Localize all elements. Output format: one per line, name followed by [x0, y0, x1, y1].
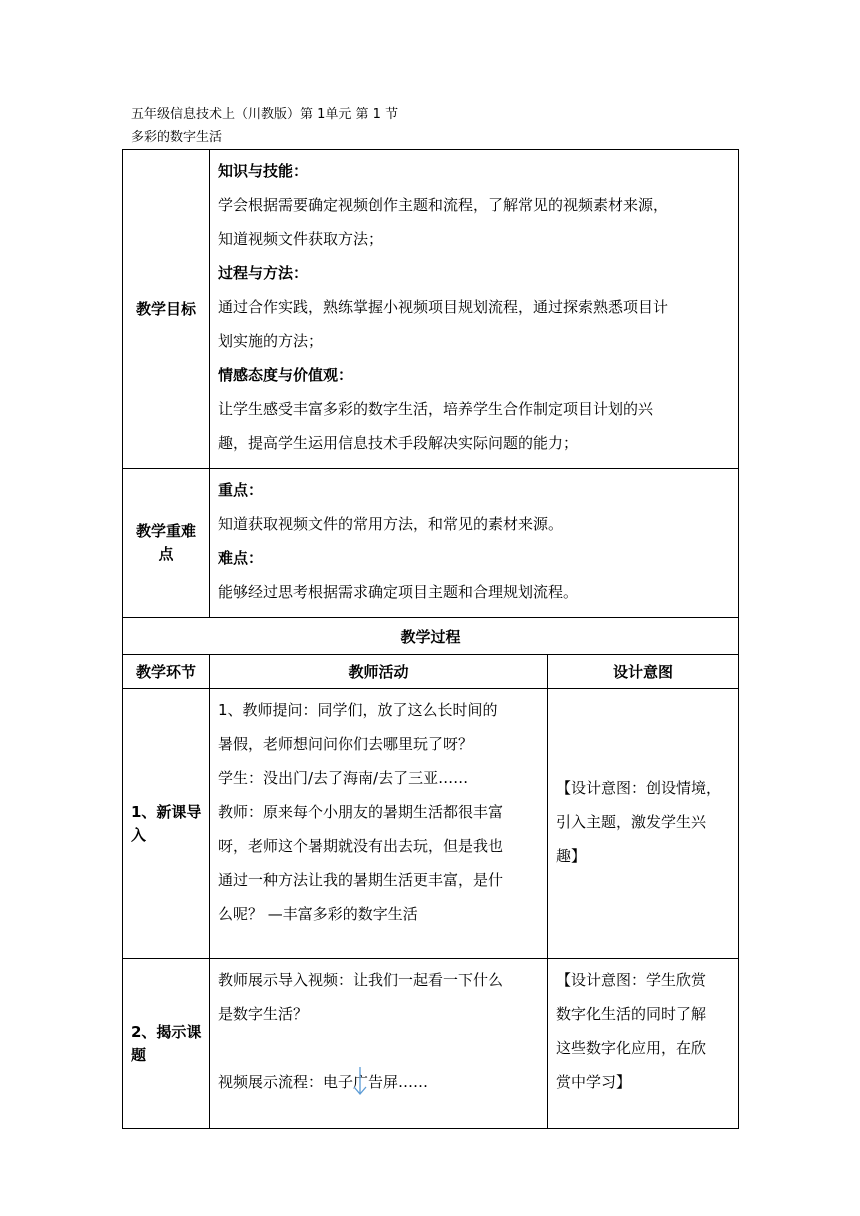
key-points-line: [218, 575, 730, 609]
design-intent: [548, 689, 739, 959]
key-points-line-text: 能够经过思考根据需求确定项目主题和合理规划流程。: [218, 583, 579, 601]
objectives-line: [218, 154, 730, 188]
objectives-line: [218, 426, 730, 460]
design-intent-line: 赏中学习】: [556, 1073, 632, 1091]
process-title: 教学过程: [123, 618, 739, 655]
key-points-row: [123, 469, 739, 618]
design-intent: [548, 959, 739, 1129]
objectives-line: [218, 324, 730, 358]
process-title-row: [123, 618, 739, 655]
objectives-line-text: 划实施的方法；: [218, 332, 324, 350]
process-header-row: [123, 655, 739, 689]
teacher-activity-line: 学生：没出门/去了海南/去了三亚……: [218, 769, 469, 787]
objectives-row: [123, 150, 739, 469]
design-intent-line: 趣】: [556, 846, 587, 865]
teacher-activity-line: 教师：原来每个小朋友的暑期生活都很丰富: [218, 803, 504, 821]
objectives-line: [218, 256, 730, 290]
key-points-line: [218, 507, 730, 541]
teacher-activity-line: 暑假，老师想问问你们去哪里玩了呀？: [218, 735, 474, 753]
lesson-title: 多彩的数字生活: [131, 130, 223, 145]
key-points-line-text: 重点：: [218, 481, 264, 499]
objectives-line-text: 过程与方法：: [218, 264, 309, 282]
objectives-line-text: 知道视频文件获取方法；: [218, 230, 384, 248]
key-points-content: [210, 469, 739, 618]
design-intent-line: 引入主题，激发学生兴: [556, 812, 707, 831]
teacher-activity-line: 视频展示流程：电子广告屏……: [218, 1073, 429, 1091]
key-points-label: 教学重难点: [123, 469, 210, 618]
key-points-line: [218, 473, 730, 507]
stage-label: 2、揭示课题: [123, 959, 210, 1129]
objectives-line-text: 趣，提高学生运用信息技术手段解决实际问题的能力；: [218, 434, 579, 452]
objectives-line: [218, 290, 730, 324]
teacher-activity-line: 是数字生活？: [218, 1005, 309, 1023]
objectives-line-text: 让学生感受丰富多彩的数字生活，培养学生合作制定项目计划的兴: [218, 400, 654, 418]
objectives-line-text: 情感态度与价值观：: [218, 366, 354, 384]
process-row: [123, 689, 739, 959]
key-points-line-text: 知道获取视频文件的常用方法，和常见的素材来源。: [218, 515, 564, 533]
objectives-line: [218, 358, 730, 392]
stage-label: 1、新课导入: [123, 689, 210, 959]
teacher-activity: [210, 959, 548, 1129]
design-intent-line: 这些数字化应用，在欣: [556, 1039, 707, 1057]
objectives-line: [218, 392, 730, 426]
column-header-intent: 设计意图: [548, 655, 739, 689]
objectives-line: [218, 188, 730, 222]
teacher-activity-line: 么呢？ —丰富多彩的数字生活: [218, 905, 418, 923]
key-points-line-text: 难点：: [218, 549, 264, 567]
teacher-activity-line: 1、教师提问：同学们，放了这么长时间的: [218, 701, 498, 719]
down-arrow-icon: [350, 1066, 370, 1096]
process-row: [123, 959, 739, 1129]
objectives-content: [210, 150, 739, 469]
objectives-line-text: 学会根据需要确定视频创作主题和流程，了解常见的视频素材来源，: [218, 196, 669, 214]
teacher-activity-line: 教师展示导入视频：让我们一起看一下什么: [218, 971, 504, 989]
objectives-line-text: 知识与技能：: [218, 162, 309, 180]
design-intent-line: 【设计意图：学生欣赏: [556, 971, 707, 989]
column-header-stage: 教学环节: [123, 655, 210, 689]
column-header-teacher: 教师活动: [210, 655, 548, 689]
objectives-label: 教学目标: [123, 150, 210, 469]
design-intent-line: 数字化生活的同时了解: [556, 1005, 707, 1023]
objectives-line-text: 通过合作实践，熟练掌握小视频项目规划流程，通过探索熟悉项目计: [218, 298, 669, 316]
key-points-line: [218, 541, 730, 575]
document-header-title: 五年级信息技术上（川教版）第 1单元 第 1 节: [131, 107, 399, 122]
teacher-activity-blank-line: [218, 1031, 539, 1065]
teacher-activity-line: 通过一种方法让我的暑期生活更丰富，是什: [218, 871, 504, 889]
teacher-activity-line: 呀，老师这个暑期就没有出去玩，但是我也: [218, 837, 504, 855]
design-intent-line: 【设计意图：创设情境，: [556, 778, 722, 797]
lesson-plan-table: [122, 149, 739, 1129]
teacher-activity: [210, 689, 548, 959]
objectives-line: [218, 222, 730, 256]
